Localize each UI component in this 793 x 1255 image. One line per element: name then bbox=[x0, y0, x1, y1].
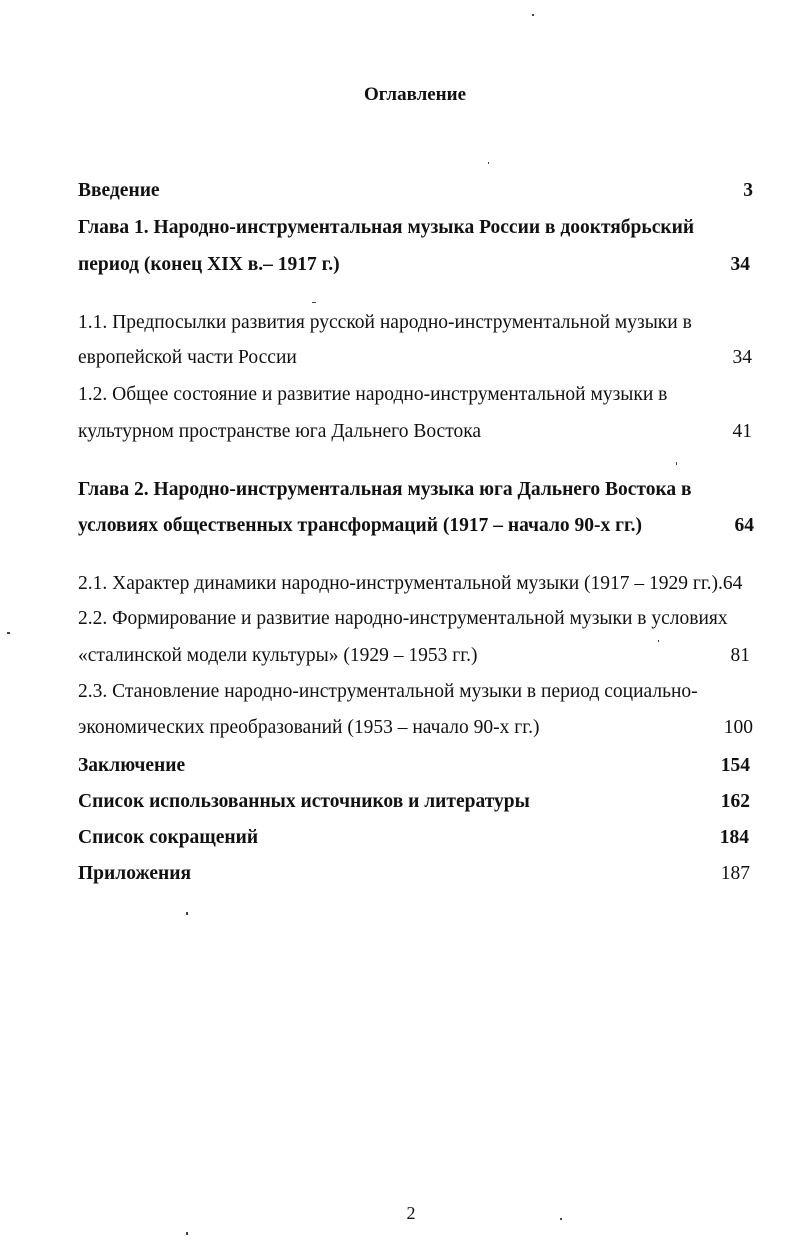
toc-entry-chapter-1-line-2: период (конец XIX в.– 1917 г.) bbox=[78, 254, 340, 275]
toc-page-appendices: 187 bbox=[720, 863, 750, 884]
toc-entry-bibliography: Список использованных источников и литературы bbox=[78, 791, 530, 812]
toc-page-introduction: 3 bbox=[743, 180, 753, 201]
toc-entry-section-1-2-line-1: 1.2. Общее состояние и развитие народно-инструментальной музыки в bbox=[78, 384, 668, 405]
toc-entry-abbreviations: Список сокращений bbox=[78, 827, 259, 848]
toc-page-chapter-2: 64 bbox=[734, 515, 754, 536]
toc-entry-section-2-3-line-2: экономических преобразований (1953 – начало 90-х гг.) bbox=[78, 717, 540, 738]
toc-page-section-2-3: 100 bbox=[723, 717, 753, 738]
toc-entry-conclusion: Заключение bbox=[78, 755, 186, 776]
toc-entry-appendices: Приложения bbox=[78, 863, 192, 884]
toc-page-section-2-2: 81 bbox=[730, 645, 750, 666]
scan-speck bbox=[312, 302, 316, 303]
toc-entry-section-2-1: 2.1. Характер динамики народно-инструментальной музыки (1917 – 1929 гг.).64 bbox=[78, 573, 743, 594]
toc-entry-introduction: Введение bbox=[78, 180, 160, 201]
page-title: Оглавление bbox=[363, 84, 467, 105]
toc-entry-chapter-2-line-1: Глава 2. Народно-инструментальная музыка юга Дальнего Востока в bbox=[78, 479, 692, 500]
scan-speck bbox=[186, 912, 188, 915]
toc-entry-section-2-2-line-1: 2.2. Формирование и развитие народно-инструментальной музыки в условиях bbox=[78, 608, 728, 629]
scan-speck bbox=[658, 640, 659, 642]
toc-entry-chapter-1-line-1: Глава 1. Народно-инструментальная музыка России в дооктябрьский bbox=[78, 217, 695, 238]
scan-speck bbox=[532, 14, 534, 16]
toc-entry-section-2-3-line-1: 2.3. Становление народно-инструментальной музыки в период социально- bbox=[78, 681, 698, 702]
toc-entry-chapter-2-line-2: условиях общественных трансформаций (1917 – начало 90-х гг.) bbox=[78, 515, 643, 536]
toc-page-abbreviations: 184 bbox=[719, 827, 749, 848]
toc-page-chapter-1: 34 bbox=[730, 254, 750, 275]
page-number: 2 bbox=[406, 1203, 416, 1223]
toc-entry-section-1-2-line-2: культурном пространстве юга Дальнего Востока bbox=[78, 421, 482, 442]
toc-page-section-1-2: 41 bbox=[732, 421, 752, 442]
toc-entry-section-2-2-line-2: «сталинской модели культуры» (1929 – 1953 гг.) bbox=[78, 645, 478, 666]
toc-page-bibliography: 162 bbox=[720, 791, 750, 812]
toc-entry-section-1-1-line-1: 1.1. Предпосылки развития русской народно-инструментальной музыки в bbox=[78, 312, 692, 333]
scan-speck bbox=[186, 1232, 188, 1235]
scan-speck bbox=[676, 462, 677, 465]
toc-entry-section-1-1-line-2: европейской части России bbox=[78, 347, 297, 368]
scan-speck bbox=[488, 162, 489, 164]
toc-page-section-1-1: 34 bbox=[732, 347, 752, 368]
toc-page-conclusion: 154 bbox=[720, 755, 750, 776]
scan-speck bbox=[7, 632, 10, 634]
